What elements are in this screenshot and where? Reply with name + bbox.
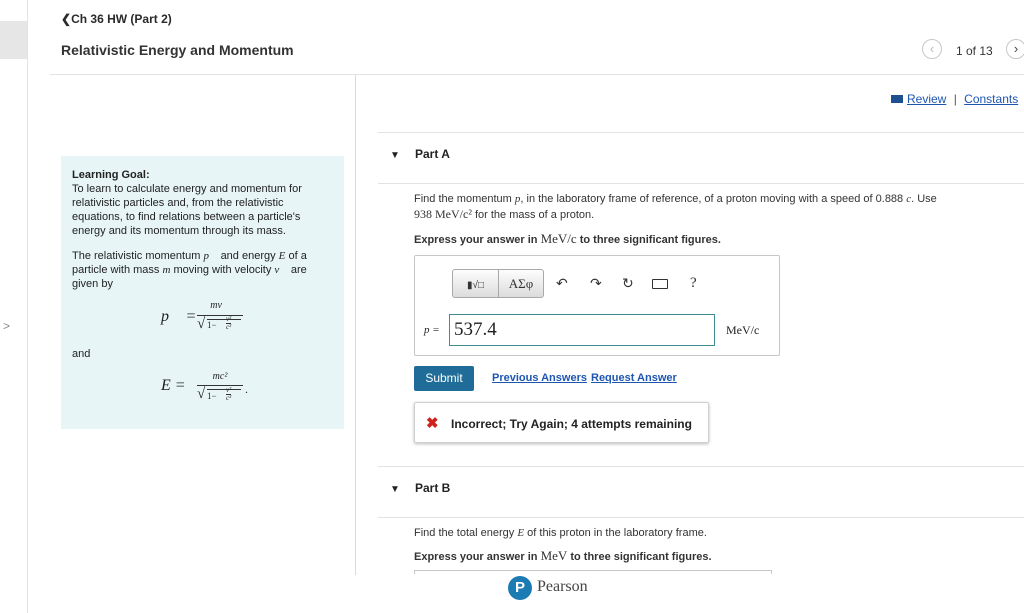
resources-row [891, 92, 1018, 106]
column-divider [355, 75, 356, 575]
collapse-caret-icon[interactable]: ▼ [390, 484, 400, 495]
next-item-button[interactable]: › [1006, 39, 1024, 59]
part-a-question: Find the momentum p, in the laboratory frame of reference, of a proton moving with a speed of 0.888 c. Use 938 MeV/c² for the mass of a proton. [414, 193, 937, 221]
incorrect-icon: ✖ [426, 415, 439, 432]
learning-goal-intro: The relativistic momentum p and energy E of a particle with mass m moving with velocity v are given by [72, 250, 307, 290]
momentum-formula: p⃗ = mv⃗ √ 1− v² c² [161, 300, 261, 350]
template-toolbar-group [452, 269, 544, 298]
answer-input[interactable]: 537.4 [449, 314, 715, 346]
m-symbol: m [162, 264, 171, 276]
redo-icon[interactable]: ↷ [590, 275, 602, 291]
p-vector-symbol: p [203, 250, 218, 262]
answer-panel [414, 255, 780, 356]
learning-goal-heading: Learning Goal: [72, 169, 150, 181]
keyboard-icon[interactable] [652, 279, 668, 289]
reset-icon[interactable]: ↻ [622, 275, 634, 291]
part-b-answer-panel [414, 570, 772, 574]
help-button[interactable]: ? [690, 275, 697, 291]
part-b-header[interactable] [378, 466, 1024, 518]
pearson-mark-icon: P [508, 576, 532, 600]
part-b-question: Find the total energy E of this proton in the laboratory frame. [414, 527, 707, 539]
review-link[interactable]: Review [907, 92, 947, 106]
learning-goal-box [61, 156, 344, 429]
answer-unit: MeV/c [726, 323, 760, 337]
pearson-logo [508, 576, 598, 602]
part-b-instruction: Express your answer in MeV to three significant figures. [414, 548, 712, 563]
e-symbol: E [278, 250, 286, 262]
energy-formula: E = mc² √ 1− v² c² . [161, 371, 248, 402]
submit-button[interactable]: Submit [414, 366, 474, 391]
templates-icon: ▮√□ [466, 280, 485, 291]
learning-goal-text: To learn to calculate energy and momentum for relativistic particles and, from the relativistic equations, to find relations between a particle's energy and its momentum through its mass. [72, 183, 302, 237]
page-indicator: 1 of 13 [956, 44, 993, 58]
part-a-label: Part A [415, 147, 450, 161]
book-icon [891, 95, 903, 103]
page-title: Relativistic Energy and Momentum [61, 42, 294, 58]
answer-label: p = [424, 324, 440, 336]
v-vector-symbol: v [274, 264, 288, 276]
left-rail [0, 0, 28, 613]
link-separator: | [953, 92, 957, 106]
request-answer-link[interactable]: Request Answer [591, 372, 677, 384]
and-label: and [72, 348, 91, 360]
feedback-text: Incorrect; Try Again; 4 attempts remaining [451, 417, 692, 431]
constants-link[interactable]: Constants [964, 92, 1019, 106]
templates-button[interactable] [453, 270, 499, 297]
left-rail-tab[interactable] [0, 21, 27, 59]
greek-symbols-button[interactable]: ΑΣφ [508, 276, 534, 291]
header-divider [50, 74, 1024, 75]
previous-item-button[interactable]: ‹ [922, 39, 942, 59]
expand-chevron-icon[interactable]: > [3, 319, 11, 333]
pearson-name: Pearson [537, 578, 588, 595]
chevron-left-icon: ❮ [61, 12, 72, 26]
previous-answers-link[interactable]: Previous Answers [492, 372, 587, 384]
collapse-caret-icon[interactable]: ▼ [390, 150, 400, 161]
back-to-assignment-link[interactable]: ❮Ch 36 HW (Part 2) [61, 12, 172, 26]
feedback-box [414, 402, 709, 443]
part-a-header[interactable] [378, 132, 1024, 184]
part-a-instruction: Express your answer in MeV/c to three significant figures. [414, 231, 721, 246]
part-b-label: Part B [415, 481, 451, 495]
undo-icon[interactable]: ↶ [556, 275, 568, 291]
